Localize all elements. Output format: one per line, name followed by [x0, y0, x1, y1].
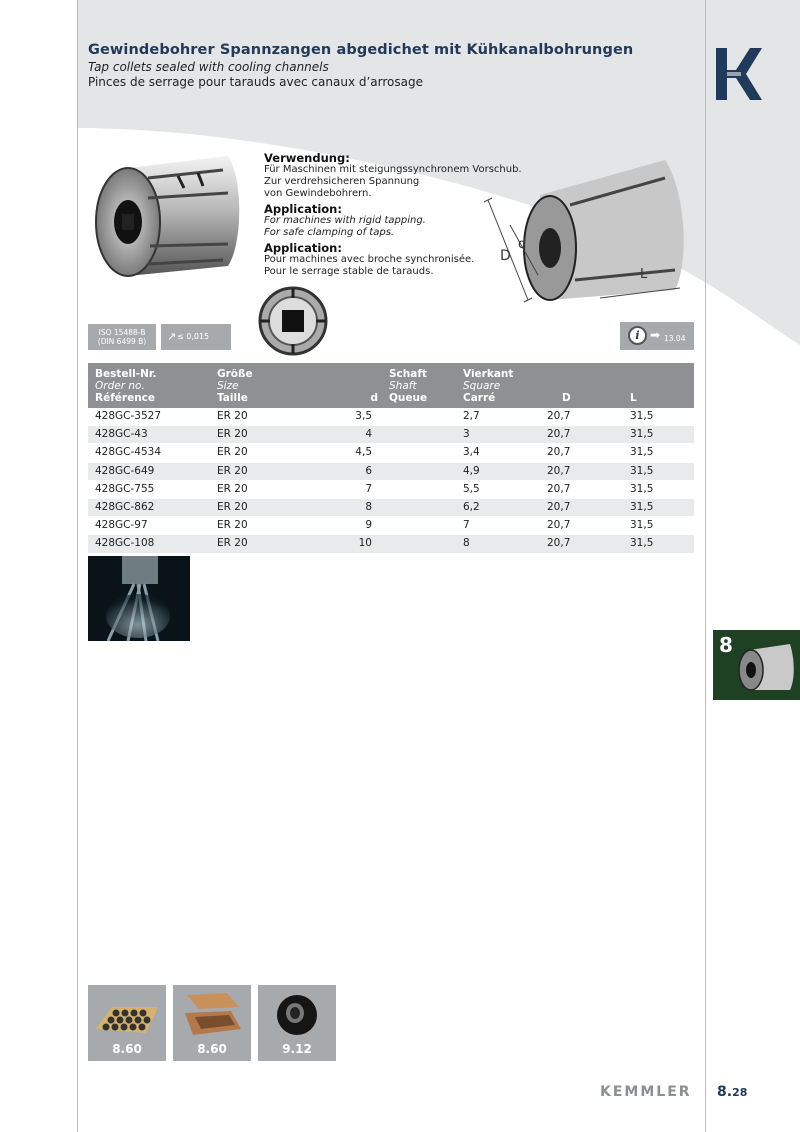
cell-size: ER 20	[210, 408, 332, 426]
cell-L: 31,5	[630, 499, 694, 517]
cell-L: 31,5	[630, 444, 694, 462]
right-margin-rule	[705, 0, 706, 1132]
cooling-application-photo	[88, 556, 190, 641]
label-L: L	[640, 267, 648, 282]
din-line: (DIN 6499 B)	[97, 337, 147, 346]
section-number: 8	[719, 633, 733, 657]
cell-square: 6,2	[456, 499, 540, 517]
usage-heading-en: Application:	[264, 202, 342, 216]
cell-size: ER 20	[210, 517, 332, 535]
cell-order-no: 428GC-108	[88, 535, 210, 553]
table-row	[88, 444, 694, 462]
cell-square: 3,4	[456, 444, 540, 462]
cell-shaft	[382, 517, 456, 535]
brand-name: KEMMLER	[600, 1084, 692, 1100]
cell-size: ER 20	[210, 444, 332, 462]
usage-line: Pour le serrage stable de tarauds.	[264, 266, 434, 277]
header-square: Vierkant Square Carré	[456, 363, 540, 408]
related-product-page: 9.12	[282, 1042, 312, 1056]
usage-line: Für Maschinen mit steigungssynchronem Vorschub.	[264, 164, 522, 175]
tolerance-value: ≤ 0,015	[177, 332, 210, 341]
usage-line: von Gewindebohrern.	[264, 188, 372, 199]
cell-d: 8	[332, 499, 382, 517]
table-row	[88, 517, 694, 535]
collet-front-photo	[258, 286, 328, 356]
cell-square: 2,7	[456, 408, 540, 426]
runout-arrow-icon: ↗	[167, 330, 177, 343]
header-d: d	[332, 363, 382, 408]
cell-size: ER 20	[210, 462, 332, 480]
cell-size: ER 20	[210, 535, 332, 553]
table-row	[88, 499, 694, 517]
cell-L: 31,5	[630, 480, 694, 498]
table-row	[88, 480, 694, 498]
kemmler-logo-icon	[716, 48, 762, 100]
cell-order-no: 428GC-43	[88, 426, 210, 444]
header-D: D	[540, 363, 630, 408]
header-order: Bestell-Nr. Order no. Référence	[88, 363, 210, 408]
cell-D: 20,7	[540, 517, 630, 535]
cell-d: 10	[332, 535, 382, 553]
cell-square: 4,9	[456, 462, 540, 480]
cell-L: 31,5	[630, 426, 694, 444]
cell-order-no: 428GC-755	[88, 480, 210, 498]
cell-square: 7	[456, 517, 540, 535]
header-shaft: Schaft Shaft Queue	[382, 363, 456, 408]
cell-d: 7	[332, 480, 382, 498]
usage-line: Pour machines avec broche synchronisée.	[264, 254, 475, 265]
iso-line: ISO 15488-B	[98, 328, 146, 337]
cell-D: 20,7	[540, 535, 630, 553]
table-header-row	[88, 363, 694, 408]
cell-order-no: 428GC-97	[88, 517, 210, 535]
product-table	[88, 363, 694, 554]
usage-line: Zur verdrehsicheren Spannung	[264, 176, 420, 187]
reference-page: 13.04	[664, 334, 686, 343]
cell-shaft	[382, 444, 456, 462]
cell-order-no: 428GC-649	[88, 462, 210, 480]
cell-size: ER 20	[210, 426, 332, 444]
related-product-page: 8.60	[197, 1042, 227, 1056]
cell-shaft	[382, 462, 456, 480]
cell-order-no: 428GC-4534	[88, 444, 210, 462]
arrow-right-icon: ➡	[650, 328, 661, 342]
cell-shaft	[382, 426, 456, 444]
title-block	[88, 42, 688, 89]
table-row	[88, 426, 694, 444]
cell-order-no: 428GC-862	[88, 499, 210, 517]
usage-heading-de: Verwendung:	[264, 151, 350, 165]
cell-L: 31,5	[630, 408, 694, 426]
cell-D: 20,7	[540, 444, 630, 462]
cell-D: 20,7	[540, 462, 630, 480]
cell-shaft	[382, 535, 456, 553]
related-product-collet-tray[interactable]	[88, 985, 166, 1061]
related-product-wooden-box[interactable]	[173, 985, 251, 1061]
header-L: L	[630, 363, 694, 408]
cell-square: 8	[456, 535, 540, 553]
cell-d: 4	[332, 426, 382, 444]
cell-d: 6	[332, 462, 382, 480]
cell-L: 31,5	[630, 462, 694, 480]
cell-shaft	[382, 408, 456, 426]
usage-line: For machines with rigid tapping.	[264, 215, 426, 226]
tolerance-badge	[161, 324, 231, 350]
collet-thumbnail-icon	[735, 640, 795, 695]
cell-D: 20,7	[540, 426, 630, 444]
related-product-page: 8.60	[112, 1042, 142, 1056]
cell-d: 9	[332, 517, 382, 535]
left-margin-rule	[77, 0, 78, 1132]
cell-square: 3	[456, 426, 540, 444]
header-size: Größe Size Taille	[210, 363, 332, 408]
label-D: D	[500, 248, 511, 264]
cell-d: 4,5	[332, 444, 382, 462]
wooden-box-icon	[177, 989, 247, 1039]
cell-square: 5,5	[456, 480, 540, 498]
table-row	[88, 408, 694, 426]
section-tab[interactable]	[713, 630, 800, 700]
cell-shaft	[382, 480, 456, 498]
page-subtitle-en: Tap collets sealed with cooling channels	[88, 60, 329, 74]
page-number: 8.28	[717, 1084, 748, 1100]
cell-L: 31,5	[630, 517, 694, 535]
cell-order-no: 428GC-3527	[88, 408, 210, 426]
dimension-drawing	[480, 150, 695, 310]
related-product-clamping-nut[interactable]	[258, 985, 336, 1061]
table-row	[88, 462, 694, 480]
cell-D: 20,7	[540, 408, 630, 426]
usage-heading-fr: Application:	[264, 241, 342, 255]
usage-line: For safe clamping of taps.	[264, 227, 395, 238]
collet-photo	[88, 148, 248, 280]
cell-d: 3,5	[332, 408, 382, 426]
iso-standard-badge	[88, 324, 156, 350]
page-subtitle-fr: Pinces de serrage pour tarauds avec canaux d’arrosage	[88, 75, 423, 89]
clamping-nut-icon	[262, 989, 332, 1039]
cell-size: ER 20	[210, 480, 332, 498]
collet-tray-icon	[92, 989, 162, 1039]
cell-D: 20,7	[540, 480, 630, 498]
info-icon: i	[628, 326, 647, 345]
info-reference-badge[interactable]	[620, 322, 694, 350]
cell-size: ER 20	[210, 499, 332, 517]
label-d: d	[518, 237, 527, 252]
table-row	[88, 535, 694, 553]
page-title: Gewindebohrer Spannzangen abgedichet mit Kühkanalbohrungen	[88, 42, 634, 58]
cell-shaft	[382, 499, 456, 517]
cell-D: 20,7	[540, 499, 630, 517]
cell-L: 31,5	[630, 535, 694, 553]
